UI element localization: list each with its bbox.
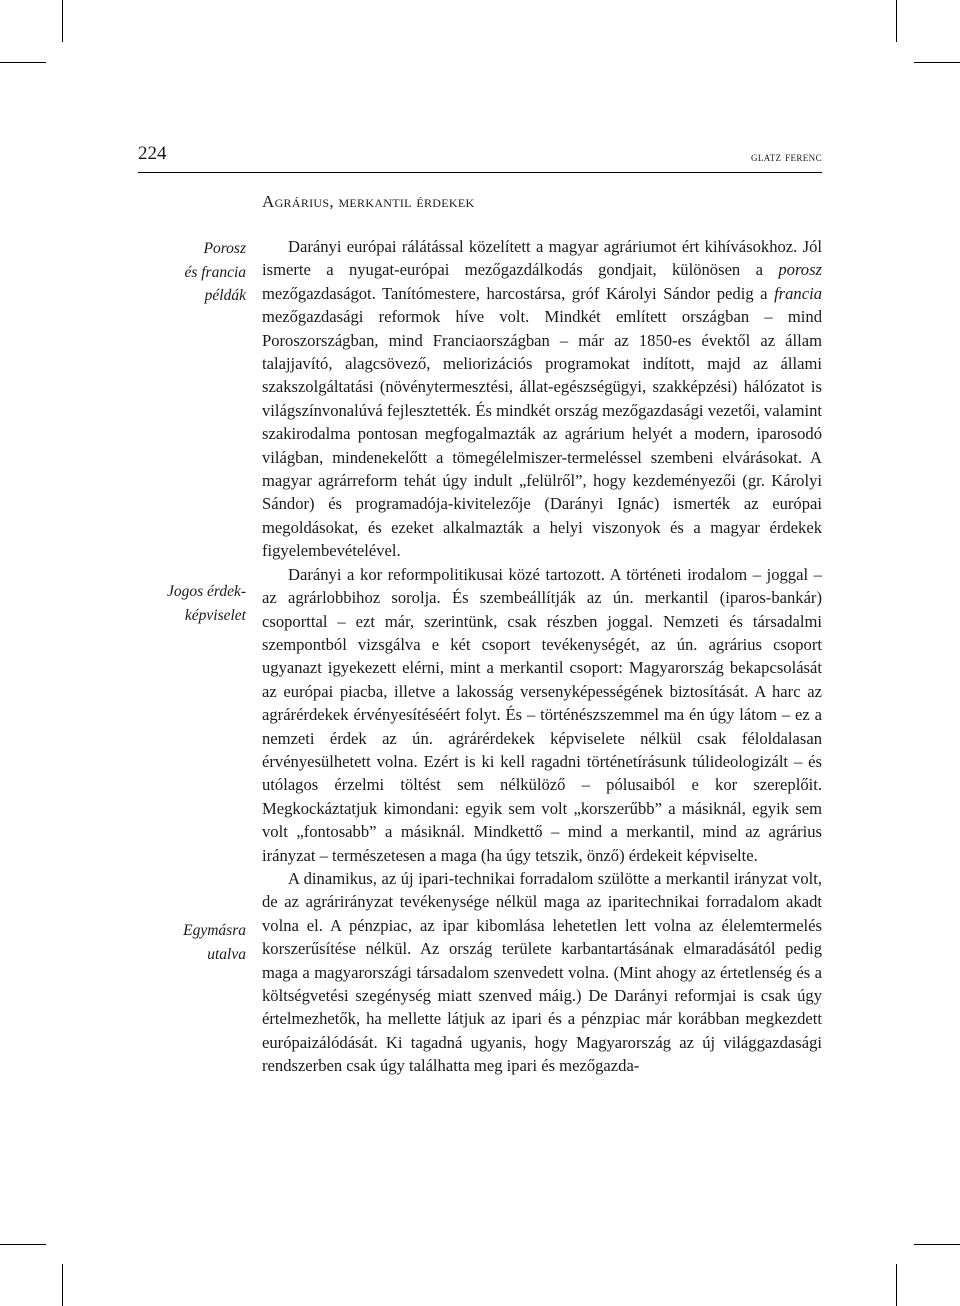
margin-note-porosz: [126, 237, 246, 308]
margin-note-line: és francia: [184, 263, 246, 281]
margin-note-line: utalva: [207, 945, 246, 963]
margin-note-line: Jogos érdek-: [166, 583, 246, 600]
paragraph-2: Darányi a kor reformpolitikusai közé tartozott. A történeti irodalom – joggal – az agrárlobbihoz sorolja. És szembeállítják az ún. merkantil (iparos-bankár) csoporttal – ezt már, szerintünk, csak részben joggal. Nemzeti és társadalmi szempontból vizsgálva e két csoport tevékenységét, az ún. agrárius csoport ugyanazt igyekezett elérni, mint a merkantil csoport: Magyarország bekapcsolását az európai piacba, illetve a lakosság versenyképességének biztosítását. A harc az agrárérdekek érvényesítéséért folyt. És – történészszemmel ma én úgy látom – ez a nemzeti érdek az ún. agrárérdekek képviselete nélkül csak féloldalasan érvényesülhetett volna. Ezért is ki kell ragadni történetírásunk túlideologizált – és utólagos érzelmi töltést sem nélkülöző – pólusaiból e kor szereplőit. Megkockáztatjuk kimondani: egyik sem volt „korszerűbb” a másiknál, egyik sem volt „fontosabb” a másiknál. Mindkettő – mind a merkantil, mind az agrárius irányzat – természetesen a maga (ha úgy tetszik, önző) érdekeit képviselte.: [262, 564, 822, 865]
margin-note-line: Porosz: [203, 240, 246, 257]
margin-note-line: Egymásra: [183, 922, 246, 939]
crop-mark: [914, 62, 960, 63]
crop-mark: [914, 1244, 960, 1245]
crop-mark: [62, 1264, 63, 1306]
crop-mark: [896, 1264, 897, 1306]
page-number: 224: [138, 143, 167, 164]
margin-note-jogos: [126, 580, 246, 627]
margin-note-line: példák: [204, 287, 246, 304]
running-head: glatz ferenc: [750, 149, 822, 164]
paragraph-1: [262, 235, 822, 563]
crop-mark: [62, 0, 63, 42]
paragraph-text: Darányi európai rálátással közelített a magyar agráriumot ért kihívásokhoz. Jól ismerte a nyugat-európai mezőgazdálkodás gondjait, különösen a: [262, 237, 822, 280]
paragraph-3: A dinamikus, az új ipari-technikai forradalom szülötte a merkantil irányzat volt, de az agrárirányzat tevékenysége nélkül maga az iparitechnikai forradalom akadt volna el. A pénzpiac, az ipar kibomlása lehetetlen lett volna az élelemtermelés korszerűsítése nélkül. Az ország területe karbantartásának elmaradásától pedig maga a magyarországi társadalom szenvedett volna. (Mint ahogy az értetlenség és a költségvetési szegénység miatt szenved máig.) De Darányi reformjai is csak úgy értelmezhetők, ha mellette látjuk az ipari és a pénzpiac már korábban megkezdett európaizálódását. Ki tagadná ugyanis, hogy Magyarország az új világgazdasági rendszerben csak úgy találhatta meg ipari és mezőgazda-: [262, 868, 822, 1076]
section-title-initial: A: [262, 192, 275, 211]
emphasis-porosz: porosz: [778, 260, 822, 280]
crop-mark: [896, 0, 897, 42]
crop-mark: [0, 62, 46, 63]
paragraph-text: mezőgazdaságot. Tanítómestere, harcostársa, gróf Károlyi Sándor pedig a: [262, 283, 775, 303]
body-text: [262, 235, 822, 1078]
margin-note-egymasra: [126, 919, 246, 966]
header-rule: [138, 172, 822, 173]
section-title-rest: grárius, merkantil érdekek: [274, 192, 475, 211]
margin-note-line: képviselet: [184, 606, 246, 624]
section-title: [262, 192, 474, 212]
paragraph-text: mezőgazdasági reformok híve volt. Mindkét említett országban – mind Poroszországban, mind Franciaországban – már az 1850-es évektől az állam talajjavító, alagcsövező, meliorizációs programokat indított, majd az állami szakszolgáltatási (növénytermesztési, állat-egészségügyi, szakképzési) hálózatot is világszínvonalúvá fejlesztették. És mindkét ország mezőgazdasági vezetői, valamint szakirodalma pontosan megfogalmazták az agrárium helyét a modern, iparosodó világban, mindenekelőtt a tömegélelmiszer-termeléssel szembeni elvárásokat. A magyar agrárreform tehát úgy indult „felülről”, hogy kezdeményezői (gr. Károlyi Sándor) és programadója-kivitelezője (Darányi Ignác) ismerték az európai megoldásokat, és ezeket alkalmazták a helyi viszonyok és a magyar érdekek figyelembevételével.: [262, 307, 822, 561]
emphasis-francia: francia: [774, 283, 822, 303]
crop-mark: [0, 1244, 46, 1245]
